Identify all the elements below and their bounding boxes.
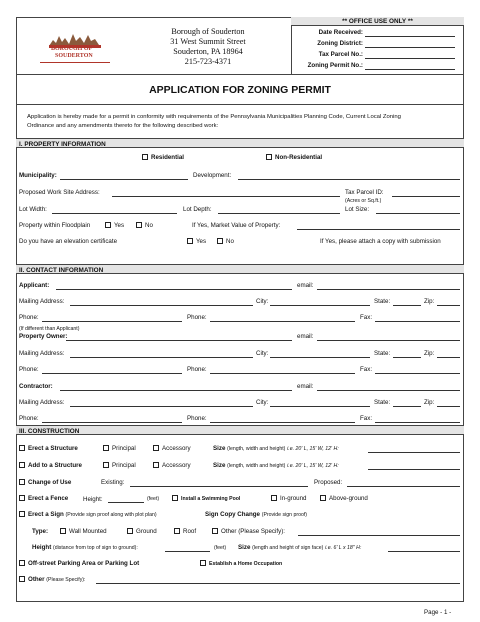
sign-other-option[interactable] [212, 528, 285, 535]
parking-label: Off-street Parking Area or Parking Lot [28, 560, 140, 567]
elevation-no[interactable] [217, 238, 234, 245]
erect-size-label [213, 445, 339, 452]
floodplain-yes-label: Yes [114, 222, 125, 229]
owner-fax-field[interactable] [375, 373, 460, 374]
applicant-fax-label: Fax: [360, 314, 373, 321]
fence-feet-label: (feet) [147, 496, 160, 502]
elevation-yes-label: Yes [196, 238, 207, 245]
sign-feet-label: (feet) [214, 545, 227, 551]
work-site-label: Proposed Work Site Address: [19, 189, 100, 196]
elevation-yes[interactable] [187, 238, 206, 245]
sign-size-field[interactable] [388, 551, 460, 552]
erect-sign-note: (Provide sign proof along with plot plan) [65, 512, 157, 518]
ground-label: Ground [136, 528, 157, 535]
borough-logo [43, 28, 107, 64]
other-checkbox[interactable] [19, 576, 25, 582]
owner-email-field[interactable] [317, 340, 460, 341]
add-principal-option[interactable] [103, 462, 136, 469]
contractor-zip-label: Zip: [424, 399, 435, 406]
non-residential-checkbox[interactable] [266, 154, 272, 160]
roof-label: Roof [183, 528, 197, 535]
sign-other-field[interactable] [298, 535, 460, 536]
erect-sign-checkbox[interactable] [19, 511, 25, 517]
non-residential-option[interactable] [266, 154, 322, 161]
contractor-phone-label: Phone: [19, 415, 39, 422]
sign-size-label [238, 544, 361, 551]
intro-line-1: Application is hereby made for a permit in conformity with requirements of the Pennsylvania Municipalities Planning Code, Current Local Zoning [27, 114, 401, 120]
work-site-field[interactable] [112, 196, 340, 197]
org-phone: 215-723-4371 [184, 57, 232, 66]
owner-phone2-field[interactable] [210, 373, 355, 374]
sign-height-field[interactable] [165, 551, 210, 552]
contractor-city-field[interactable] [270, 406, 370, 407]
section-construction-header: III. CONSTRUCTION [16, 425, 464, 435]
other-option[interactable] [19, 576, 85, 583]
erect-sign-option[interactable] [19, 511, 157, 518]
non-residential-label: Non-Residential [275, 154, 323, 161]
applicant-zip-label: Zip: [424, 298, 435, 305]
contractor-fax-field[interactable] [375, 422, 460, 423]
erect-accessory-option[interactable] [153, 445, 191, 452]
in-ground-checkbox[interactable] [271, 495, 277, 501]
add-size-field[interactable] [368, 469, 460, 470]
in-ground-option[interactable] [271, 495, 307, 502]
change-use-option[interactable] [19, 479, 71, 486]
development-label: Development: [193, 172, 232, 179]
floodplain-no[interactable] [136, 222, 153, 229]
add-size-note: (length, width and height) [227, 463, 286, 469]
org-city: Souderton, PA 18964 [173, 47, 243, 56]
add-accessory-option[interactable] [153, 462, 191, 469]
owner-fax-label: Fax: [360, 366, 373, 373]
applicant-phone2-field[interactable] [210, 321, 355, 322]
add-structure-option[interactable] [19, 462, 82, 469]
owner-state-field[interactable] [393, 357, 421, 358]
tax-parcel-id-field[interactable] [392, 196, 460, 197]
header-divider [16, 74, 464, 75]
floodplain-no-label: No [145, 222, 153, 229]
logo-text-top: BOROUGH OF [51, 46, 93, 52]
residential-checkbox[interactable] [142, 154, 148, 160]
zoning-permit-field[interactable] [365, 69, 455, 70]
add-size-label [213, 462, 339, 469]
section-property-header: I. PROPERTY INFORMATION [16, 138, 464, 148]
org-street: 31 West Summit Street [170, 37, 246, 46]
title-divider [16, 104, 464, 105]
owner-email-label: email: [297, 333, 314, 340]
lot-size-label: Lot Size: [345, 206, 370, 213]
home-occupation-option[interactable] [200, 560, 282, 567]
wall-mounted-label: Wall Mounted [69, 528, 107, 535]
sign-other-checkbox[interactable] [212, 528, 218, 534]
applicant-phone-label: Phone: [19, 314, 39, 321]
applicant-mailing-field[interactable] [70, 305, 253, 306]
erect-size-field[interactable] [368, 452, 460, 453]
add-structure-checkbox[interactable] [19, 462, 25, 468]
owner-phone-label: Phone: [19, 366, 39, 373]
existing-label: Existing: [101, 479, 125, 486]
contractor-mailing-label: Mailing Address: [19, 399, 65, 406]
contractor-state-field[interactable] [393, 406, 421, 407]
other-label: Other [28, 576, 45, 583]
wall-mounted-option[interactable] [60, 528, 107, 535]
pool-checkbox[interactable] [172, 495, 178, 501]
applicant-mailing-label: Mailing Address: [19, 298, 65, 305]
applicant-label: Applicant: [19, 282, 50, 289]
lot-size-field[interactable] [376, 213, 460, 214]
contractor-mailing-field[interactable] [70, 406, 253, 407]
change-use-label: Change of Use [28, 479, 72, 486]
roof-checkbox[interactable] [174, 528, 180, 534]
erect-fence-option[interactable] [19, 495, 68, 502]
applicant-phone2-label: Phone: [187, 314, 207, 321]
erect-structure-label: Erect a Structure [28, 445, 78, 452]
owner-field[interactable] [66, 340, 292, 341]
zoning-district-field[interactable] [365, 47, 455, 48]
owner-label: Property Owner: [19, 333, 68, 340]
date-received-label: Date Received: [318, 29, 363, 36]
sign-size-example: i.e. 6' L x 18" H: [325, 545, 362, 551]
zoning-permit-label: Zoning Permit No.: [307, 62, 363, 69]
sign-copy-label [205, 511, 307, 518]
office-use-title: ** OFFICE USE ONLY ** [291, 17, 464, 26]
add-principal-label: Principal [112, 462, 136, 469]
erect-principal-label: Principal [112, 445, 136, 452]
applicant-phone-field[interactable] [42, 321, 182, 322]
pool-option[interactable] [172, 495, 240, 502]
fence-height-field[interactable] [108, 502, 144, 503]
zoning-district-label: Zoning District: [317, 40, 363, 47]
contractor-phone2-field[interactable] [210, 422, 355, 423]
municipality-field[interactable] [60, 179, 188, 180]
if-different-note: (If different than Applicant) [19, 326, 80, 332]
applicant-email-field[interactable] [317, 289, 460, 290]
erect-sign-label: Erect a Sign [28, 511, 64, 518]
form-title: APPLICATION FOR ZONING PERMIT [149, 84, 331, 96]
erect-principal-checkbox[interactable] [103, 445, 109, 451]
sign-height-label [32, 544, 138, 551]
elevation-no-label: No [226, 238, 234, 245]
market-value-label: If Yes, Market Value of Property: [192, 222, 281, 229]
contractor-phone2-label: Phone: [187, 415, 207, 422]
owner-zip-field[interactable] [437, 357, 460, 358]
parking-checkbox[interactable] [19, 560, 25, 566]
residential-label: Residential [151, 154, 185, 161]
erect-accessory-label: Accessory [162, 445, 191, 452]
lot-depth-label: Lot Depth: [183, 206, 212, 213]
fence-height-label: Height: [83, 496, 103, 503]
other-field[interactable] [96, 583, 460, 584]
org-address [148, 27, 268, 67]
owner-city-field[interactable] [270, 357, 370, 358]
floodplain-yes-checkbox[interactable] [105, 222, 111, 228]
add-accessory-checkbox[interactable] [153, 462, 159, 468]
tax-parcel-id-label: Tax Parcel ID: [345, 189, 384, 196]
date-received-field[interactable] [365, 36, 455, 37]
above-ground-option[interactable] [320, 495, 368, 502]
contractor-field[interactable] [60, 390, 292, 391]
market-value-field[interactable] [297, 229, 460, 230]
home-occupation-label: Establish a Home Occupation [209, 561, 283, 567]
residential-option[interactable] [142, 154, 184, 161]
applicant-zip-field[interactable] [437, 305, 460, 306]
above-ground-checkbox[interactable] [320, 495, 326, 501]
sign-height-title: Height [32, 544, 52, 551]
floodplain-no-checkbox[interactable] [136, 222, 142, 228]
add-structure-label: Add to a Structure [28, 462, 82, 469]
sign-copy-note: (Provide sign proof) [261, 512, 308, 518]
lot-width-field[interactable] [52, 213, 177, 214]
contractor-email-label: email: [297, 383, 314, 390]
floodplain-label: Property within Floodplain [19, 222, 91, 229]
floodplain-yes[interactable] [105, 222, 124, 229]
wall-mounted-checkbox[interactable] [60, 528, 66, 534]
applicant-field[interactable] [56, 289, 292, 290]
municipality-label: Municipality: [19, 172, 57, 179]
parking-option[interactable] [19, 560, 139, 567]
sign-type-label: Type: [32, 528, 49, 535]
owner-state-label: State: [374, 350, 391, 357]
intro-line-2: Ordinance and any amendments thereto for the following described work: [27, 123, 219, 129]
section-contact-header: II. CONTACT INFORMATION [16, 264, 464, 274]
erect-structure-checkbox[interactable] [19, 445, 25, 451]
roof-option[interactable] [174, 528, 196, 535]
ground-option[interactable] [127, 528, 157, 535]
owner-mailing-label: Mailing Address: [19, 350, 65, 357]
tax-parcel-label: Tax Parcel No.: [318, 51, 363, 58]
change-use-checkbox[interactable] [19, 479, 25, 485]
add-principal-checkbox[interactable] [103, 462, 109, 468]
sign-size-note: (length and height of sign face) [252, 545, 324, 551]
contractor-zip-field[interactable] [437, 406, 460, 407]
sign-size-title: Size [238, 544, 251, 551]
elevation-note: If Yes, please attach a copy with submission [320, 238, 441, 245]
sign-other-specify: (Please Specify): [238, 528, 285, 535]
in-ground-label: In-ground [280, 495, 307, 502]
applicant-state-field[interactable] [393, 305, 421, 306]
lot-width-label: Lot Width: [19, 206, 47, 213]
erect-principal-option[interactable] [103, 445, 136, 452]
applicant-fax-field[interactable] [375, 321, 460, 322]
existing-field[interactable] [130, 486, 308, 487]
logo-underline [40, 62, 110, 63]
org-name: Borough of Souderton [171, 27, 245, 36]
add-size-example: i.e. 20' L, 15' W, 12' H: [287, 463, 339, 469]
erect-size-example: i.e. 20' L, 15' W, 12' H: [287, 446, 339, 452]
tax-parcel-field[interactable] [365, 58, 455, 59]
ground-checkbox[interactable] [127, 528, 133, 534]
applicant-city-field[interactable] [270, 305, 370, 306]
owner-phone2-label: Phone: [187, 366, 207, 373]
erect-size-title: Size [213, 445, 226, 452]
contractor-phone-field[interactable] [42, 422, 182, 423]
applicant-email-label: email: [297, 282, 314, 289]
elevation-no-checkbox[interactable] [217, 238, 223, 244]
proposed-label: Proposed: [314, 479, 343, 486]
sign-other-label: Other [221, 528, 237, 535]
contractor-fax-label: Fax: [360, 415, 373, 422]
sign-copy-title: Sign Copy Change [205, 511, 261, 518]
applicant-state-label: State: [374, 298, 391, 305]
owner-city-label: City: [256, 350, 269, 357]
contractor-email-field[interactable] [317, 390, 460, 391]
pool-label: Install a Swimming Pool [181, 496, 241, 502]
erect-fence-checkbox[interactable] [19, 495, 25, 501]
lot-depth-field[interactable] [218, 213, 340, 214]
proposed-field[interactable] [347, 486, 460, 487]
development-field[interactable] [238, 179, 460, 180]
other-specify: (Please Specify): [46, 577, 86, 583]
erect-size-note: (length, width and height) [227, 446, 286, 452]
erect-fence-label: Erect a Fence [28, 495, 69, 502]
owner-phone-field[interactable] [42, 373, 182, 374]
logo-text-bottom: SOUDERTON [55, 53, 93, 59]
add-size-title: Size [213, 462, 226, 469]
acres-note: (Acres or Sq.ft.) [345, 198, 382, 204]
erect-structure-option[interactable] [19, 445, 78, 452]
intro-text [27, 113, 401, 131]
contractor-state-label: State: [374, 399, 391, 406]
add-accessory-label: Accessory [162, 462, 191, 469]
erect-accessory-checkbox[interactable] [153, 445, 159, 451]
page-number: Page - 1 - [424, 609, 452, 616]
contractor-city-label: City: [256, 399, 269, 406]
contractor-label: Contractor: [19, 383, 53, 390]
above-ground-label: Above-ground [329, 495, 368, 502]
home-occupation-checkbox[interactable] [200, 560, 206, 566]
owner-mailing-field[interactable] [70, 357, 253, 358]
sign-height-note: (distance from top of sign to ground): [52, 545, 138, 551]
owner-zip-label: Zip: [424, 350, 435, 357]
applicant-city-label: City: [256, 298, 269, 305]
elevation-yes-checkbox[interactable] [187, 238, 193, 244]
elevation-label: Do you have an elevation certificate [19, 238, 118, 245]
